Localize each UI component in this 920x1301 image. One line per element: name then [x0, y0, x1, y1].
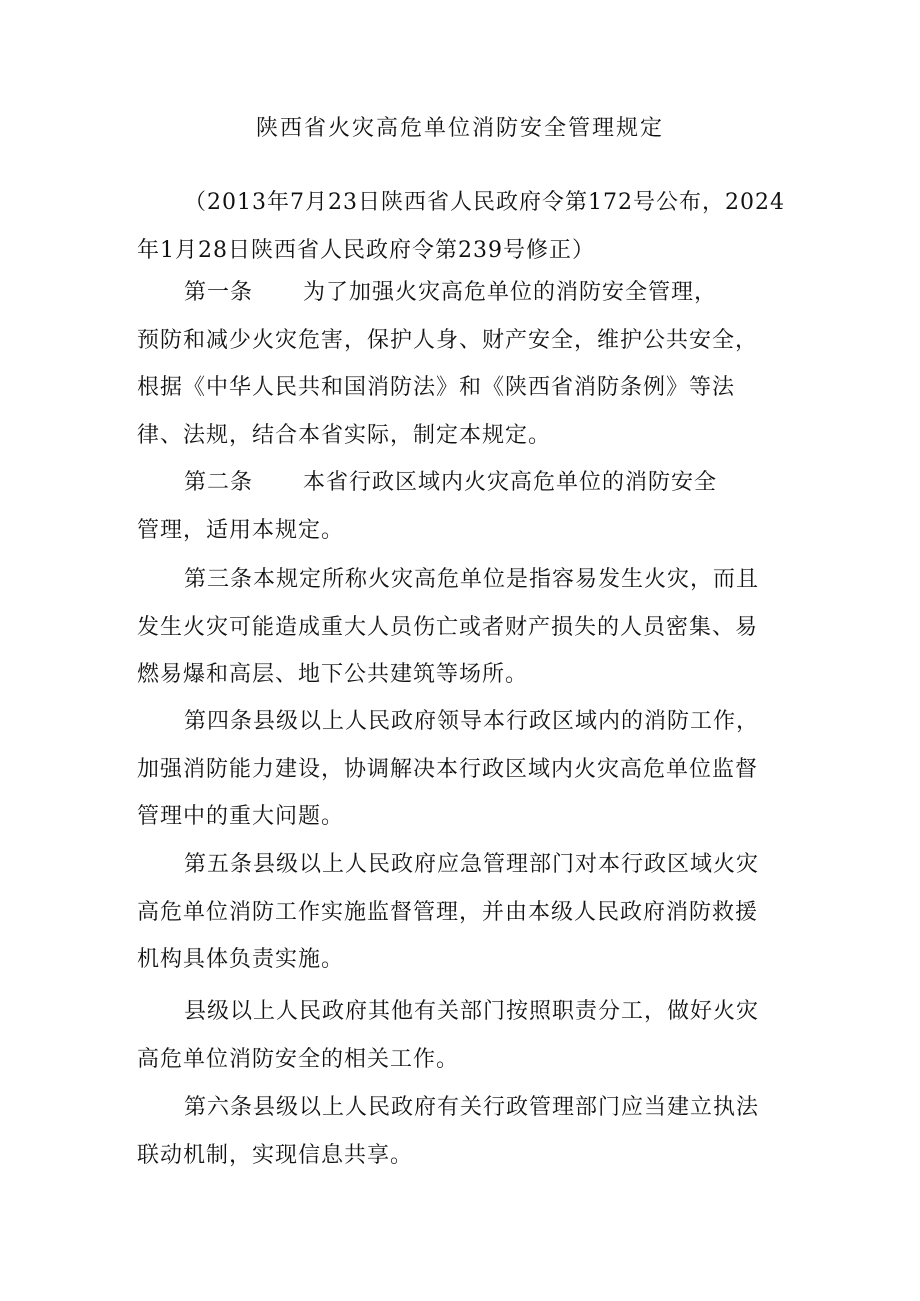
article-1-label: 第一条	[184, 280, 254, 305]
article-3-line-3: 燃易爆和高层、地下公共建筑等场所。	[137, 662, 529, 687]
article-5-p2-line-2: 高危单位消防安全的相关工作。	[137, 1046, 460, 1072]
article-6-line-2: 联动机制，实现信息共享。	[137, 1142, 414, 1168]
subtitle-line-1: （2013年7月23日陕西省人民政府令第172号公布，2024	[184, 190, 785, 215]
article-4-line-3: 管理中的重大问题。	[137, 804, 345, 829]
article-5-line-3: 机构具体负责实施。	[137, 947, 345, 972]
article-1	[137, 269, 777, 459]
document-subtitle	[137, 179, 785, 274]
article-4-line-1: 第四条县级以上人民政府领导本行政区域内的消防工作，	[184, 709, 760, 734]
article-5-paragraph-2	[137, 988, 777, 1083]
article-1-line-2: 预防和减少火灾危害，保护人身、财产安全，维护公共安全，	[137, 327, 759, 353]
article-5	[137, 841, 777, 984]
article-3	[137, 556, 777, 699]
subtitle-line-2: 年1月28日陕西省人民政府令第239号修正）	[137, 237, 595, 263]
article-4-line-2: 加强消防能力建设，协调解决本行政区域内火灾高危单位监督	[137, 756, 759, 782]
article-4	[137, 698, 777, 841]
article-2-line-1: 本省行政区域内火灾高危单位的消防安全	[303, 470, 718, 495]
article-5-p2-line-1: 县级以上人民政府其他有关部门按照职责分工，做好火灾	[184, 999, 760, 1024]
article-5-line-1: 第五条县级以上人民政府应急管理部门对本行政区域火灾	[184, 852, 760, 877]
document-title: 陕西省火灾高危单位消防安全管理规定	[255, 116, 664, 141]
article-3-line-2: 发生火灾可能造成重大人员伤亡或者财产损失的人员密集、易	[137, 614, 759, 640]
article-5-line-2: 高危单位消防工作实施监督管理，并由本级人民政府消防救援	[137, 899, 759, 925]
article-2-line-2: 管理，适用本规定。	[137, 517, 345, 543]
article-1-line-4: 律、法规，结合本省实际，制定本规定。	[137, 422, 552, 448]
article-1-line-1: 为了加强火灾高危单位的消防安全管理，	[303, 280, 718, 305]
article-3-line-1: 第三条本规定所称火灾高危单位是指容易发生火灾，而且	[184, 567, 760, 592]
article-1-line-3: 根据《中华人民共和国消防法》和《陕西省消防条例》等法	[137, 375, 736, 400]
article-6	[137, 1084, 777, 1179]
article-2	[137, 459, 777, 554]
article-2-label: 第二条	[184, 470, 254, 495]
article-6-line-1: 第六条县级以上人民政府有关行政管理部门应当建立执法	[184, 1095, 760, 1120]
